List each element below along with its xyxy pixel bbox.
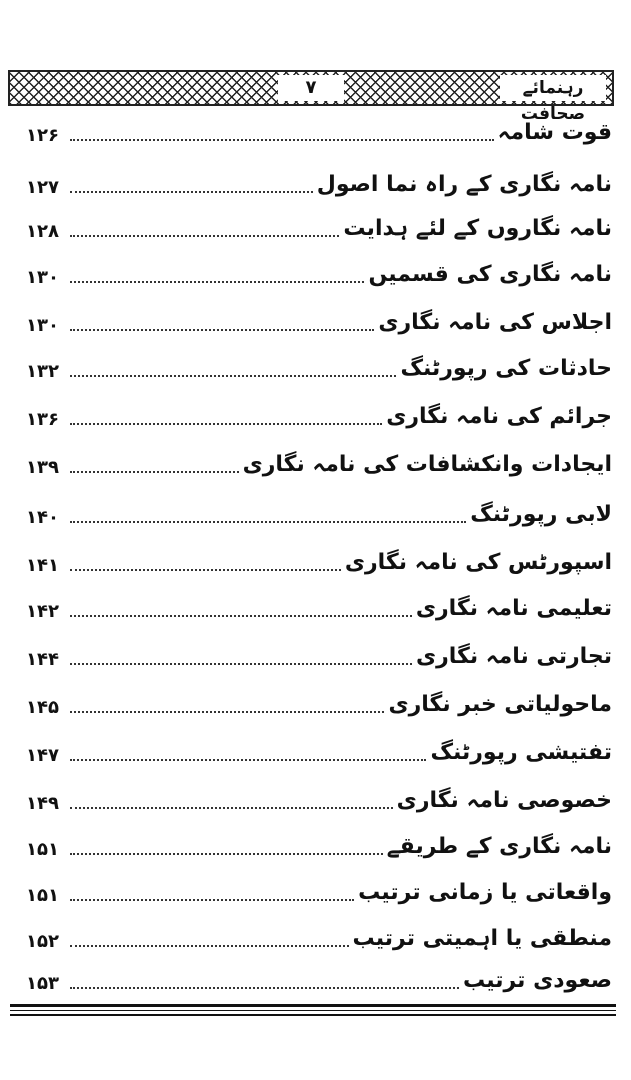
dot-leader [70,235,339,237]
toc-entry-page: ۱۵۱ [26,839,59,860]
toc-entry-title: ماحولیاتی خبر نگاری [388,692,612,717]
toc-entry-title: نامہ نگاروں کے لئے ہدایت [343,216,612,241]
toc-entry-page: ۱۴۴ [26,649,59,670]
toc-entry-title: لابی رپورٹنگ [470,502,612,527]
dot-leader [70,987,459,989]
toc-entry[interactable] [26,680,612,720]
toc-entry[interactable] [26,440,612,480]
dot-leader [70,663,412,665]
dot-leader [70,281,364,283]
toc-entry-title: جرائم کی نامہ نگاری [386,404,612,429]
toc-entry-page: ۱۴۷ [26,745,59,766]
dot-leader [70,569,341,571]
toc-entry[interactable] [26,728,612,768]
toc-entry[interactable] [26,868,612,908]
page-number: ۷ [278,75,344,101]
dot-leader [70,945,349,947]
toc-entry-page: ۱۴۱ [26,555,59,576]
toc-entry-page: ۱۲۶ [26,125,59,146]
toc-entry[interactable] [26,914,612,954]
toc-entry-page: ۱۳۶ [26,409,59,430]
book-title: رہنمائے صحافت [500,75,606,101]
toc-entry-page: ۱۴۰ [26,507,59,528]
toc-entry[interactable] [26,250,612,290]
toc-entry-title: نامہ نگاری کی قسمیں [368,262,612,287]
toc-entry[interactable] [26,584,612,624]
toc-entry[interactable] [26,538,612,578]
toc-entry-title: تفتیشی رپورٹنگ [430,740,612,765]
toc-entry[interactable] [26,632,612,672]
dot-leader [70,521,466,523]
toc-entry-page: ۱۴۹ [26,793,59,814]
toc-entry-page: ۱۲۷ [26,177,59,198]
toc-entry-page: ۱۳۹ [26,457,59,478]
toc-entry-page: ۱۵۱ [26,885,59,906]
toc-entry-page: ۱۳۲ [26,361,59,382]
dot-leader [70,139,494,141]
toc-entry-title: نامہ نگاری کے راہ نما اصول [316,172,612,197]
toc-entry-title: ایجادات وانکشافات کی نامہ نگاری [242,452,612,477]
toc-entry[interactable] [26,204,612,244]
dot-leader [70,375,396,377]
dot-leader [70,759,426,761]
toc-entry-title: واقعاتی یا زمانی ترتیب [358,880,612,905]
toc-entry-page: ۱۳۰ [26,315,59,336]
toc-entry[interactable] [26,108,612,148]
dot-leader [70,711,384,713]
toc-entry-page: ۱۴۵ [26,697,59,718]
dot-leader [70,471,239,473]
toc-entry[interactable] [26,776,612,816]
toc-entry-title: اسپورٹس کی نامہ نگاری [344,550,612,575]
footer-rule [10,1014,616,1016]
dot-leader [70,899,354,901]
toc-entry-page: ۱۵۲ [26,931,59,952]
toc-entry-title: تجارتی نامہ نگاری [415,644,612,669]
dot-leader [70,615,412,617]
toc-entry[interactable] [26,956,612,996]
toc-entry[interactable] [26,344,612,384]
toc-entry-title: منطقی یا اہمیتی ترتیب [352,926,612,951]
toc-entry-title: خصوصی نامہ نگاری [396,788,612,813]
toc-entry-page: ۱۴۲ [26,601,59,622]
dot-leader [70,853,383,855]
toc-entry[interactable] [26,822,612,862]
dot-leader [70,191,313,193]
toc-entry[interactable] [26,490,612,530]
footer-rule [10,1004,616,1007]
toc-entry-title: صعودی ترتیب [462,968,612,993]
toc-entry[interactable] [26,298,612,338]
dot-leader [70,329,374,331]
toc-entry-title: حادثات کی رپورٹنگ [400,356,612,381]
toc-entry-page: ۱۵۳ [26,973,59,994]
toc-entry-title: تعلیمی نامہ نگاری [415,596,612,621]
toc-entry-title: قوت شامہ [497,120,612,145]
toc-entry-title: نامہ نگاری کے طریقے [386,834,612,859]
toc-entry[interactable] [26,160,612,200]
toc-entry[interactable] [26,392,612,432]
toc-entry-page: ۱۲۸ [26,221,59,242]
footer-rule [10,1010,616,1011]
dot-leader [70,423,382,425]
toc-entry-title: اجلاس کی نامہ نگاری [378,310,612,335]
toc-entry-page: ۱۳۰ [26,267,59,288]
dot-leader [70,807,393,809]
